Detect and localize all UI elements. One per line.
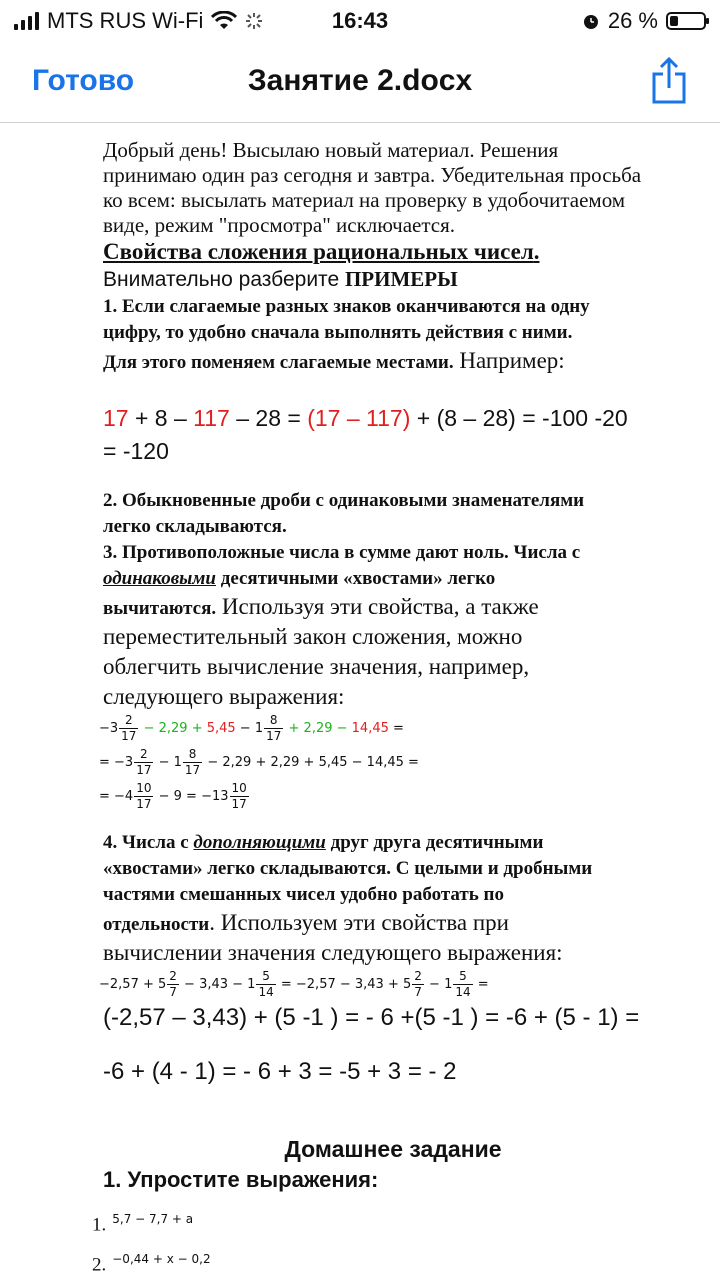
- expr-term: + (8 – 28) = -100 -20: [410, 405, 628, 431]
- rule-3: [103, 540, 683, 712]
- carrier-label: MTS RUS Wi-Fi: [47, 8, 204, 33]
- homework-item: [92, 1252, 211, 1276]
- math-term: − 2,29 + 2,29 + 5,45 − 14,45 =: [203, 755, 419, 770]
- heading-text: Свойства сложения рациональных чисел: [103, 239, 534, 264]
- rule-line: 2. Обыкновенные дроби с одинаковыми знаменателями: [103, 490, 585, 511]
- share-icon[interactable]: [650, 56, 688, 106]
- done-button[interactable]: Готово: [32, 64, 135, 97]
- rule-line: 3. Противоположные числа в сумме дают ноль. Числа с: [103, 542, 581, 563]
- math-term: − 3,43 − 1: [179, 977, 256, 992]
- item-expression: −0,44 + x − 0,2: [112, 1252, 211, 1266]
- item-expression: 5,7 − 7,7 + a: [112, 1212, 194, 1226]
- rule-text: Для этого поменяем слагаемые местами.: [103, 352, 454, 373]
- intro-line: Добрый день! Высылаю новый материал. Решения: [103, 138, 559, 162]
- example-label: Например:: [453, 348, 565, 373]
- math-term: =: [473, 977, 489, 992]
- rule-line: 1. Если слагаемые разных знаков оканчиваются на одну: [103, 296, 590, 317]
- expr-term: 117: [193, 405, 230, 431]
- math-term: − 1: [424, 977, 453, 992]
- fraction: $\frac{2}{17}$: [121, 713, 137, 743]
- rule-line: следующего выражения:: [103, 684, 345, 709]
- item-number: 1.: [92, 1214, 107, 1236]
- rule-text: 4. Числа с: [103, 832, 194, 853]
- rule-line: «хвостами» легко складываются. С целыми и дробными: [103, 858, 593, 879]
- intro-paragraph: [103, 138, 683, 238]
- math-term: 14,45: [351, 721, 389, 736]
- fraction: $\frac{5}{14}$: [455, 969, 471, 999]
- homework-subtitle: 1. Упростите выражения:: [103, 1167, 379, 1192]
- fraction: $\frac{2}{7}$: [169, 969, 177, 999]
- expr-term: – 28 =: [229, 405, 308, 431]
- item-number: 2.: [92, 1254, 107, 1276]
- examine-line: [103, 265, 683, 294]
- clock: 16:43: [331, 8, 389, 33]
- math-term: + 2,29 −: [284, 721, 352, 736]
- fraction: $\frac{2}{7}$: [414, 969, 422, 999]
- intro-line: принимаю один раз сегодня и завтра. Убедительная просьба: [103, 163, 642, 187]
- math-line-3: [99, 780, 683, 814]
- alarm-icon: [582, 12, 600, 30]
- example-1-expression: [103, 402, 683, 468]
- math-line-1: [99, 712, 683, 746]
- document-title: Занятие 2.docx: [247, 64, 473, 97]
- battery-percent: 26 %: [607, 8, 658, 33]
- rule-1: [103, 294, 683, 376]
- rule-line: цифру, то удобно сначала выполнять действия с ними.: [103, 322, 573, 343]
- fraction: $\frac{2}{17}$: [136, 747, 152, 777]
- expr-result: = -120: [103, 438, 169, 464]
- math-line-2: [99, 746, 683, 780]
- status-bar: [0, 0, 720, 42]
- homework-title: Домашнее задание: [284, 1136, 502, 1162]
- fraction: $\frac{5}{14}$: [258, 969, 274, 999]
- rule-line: [103, 908, 683, 938]
- rule-2: [103, 488, 683, 540]
- rule-line: [103, 566, 683, 592]
- rule-line: частями смешанных чисел удобно работать по: [103, 884, 504, 905]
- rule-text: десятичными «хвостами» легко: [215, 568, 496, 589]
- expr-term: + 8 –: [128, 405, 194, 431]
- fraction: $\frac{10}{17}$: [136, 781, 152, 811]
- expr-term: (17 – 117): [307, 405, 411, 431]
- rule-line: вычислении значения следующего выражения:: [103, 940, 563, 965]
- rule-text: друг друга десятичными: [325, 832, 544, 853]
- battery-icon: [666, 12, 706, 30]
- rule-text: вычитаются.: [103, 598, 217, 619]
- section-heading: [103, 239, 683, 265]
- expr-term: 17: [103, 405, 129, 431]
- intro-line: виде, режим "просмотра" исключается.: [103, 213, 456, 237]
- math-term: −2,57 + 5: [99, 977, 167, 992]
- rule-line: легко складываются.: [103, 516, 287, 537]
- math-term: =: [388, 721, 404, 736]
- math-term: − 1: [235, 721, 264, 736]
- rule-text: Используя эти свойства, а также: [216, 594, 539, 619]
- intro-line: ко всем: высылать материал на проверку в удобочитаемом: [103, 188, 626, 212]
- emphasis-word: одинаковыми: [103, 568, 216, 589]
- examine-text: Внимательно разберите: [103, 268, 345, 291]
- math-term: − 1: [154, 755, 182, 770]
- math-term: = −3: [99, 755, 134, 770]
- homework-item: [92, 1212, 193, 1236]
- rule-line: облегчить вычисление значения, например,: [103, 654, 530, 679]
- rule-line: [103, 592, 683, 622]
- math-term: = −4: [99, 789, 134, 804]
- rule-line: [103, 830, 683, 856]
- math-term: − 9 = −13: [154, 789, 229, 804]
- document-body[interactable]: [99, 138, 683, 1193]
- fraction: $\frac{8}{17}$: [184, 747, 201, 777]
- emphasis-word: дополняющими: [193, 832, 326, 853]
- fraction: $\frac{10}{17}$: [231, 781, 247, 811]
- heading-dot: .: [533, 239, 540, 264]
- navigation-bar: [0, 42, 720, 123]
- math-term: −3: [99, 721, 119, 736]
- math-term: − 2,29 +: [139, 721, 207, 736]
- math-line-4: [99, 968, 683, 1002]
- rule-text: отдельности: [103, 914, 210, 935]
- solution-line: (-2,57 – 3,43) + (5 -1 ) = - 6 +(5 -1 ) = -6 + (5 - 1) =: [103, 1004, 640, 1031]
- rule-text: . Используем эти свойства при: [209, 910, 509, 935]
- rule-line: переместительный закон сложения, можно: [103, 624, 523, 649]
- math-term: = −2,57 − 3,43 + 5: [276, 977, 412, 992]
- fraction: $\frac{8}{17}$: [266, 713, 282, 743]
- math-term: 5,45: [206, 721, 236, 736]
- examples-label: ПРИМЕРЫ: [344, 267, 458, 291]
- rule-4: [103, 830, 683, 968]
- solution-line: -6 + (4 - 1) = - 6 + 3 = -5 + 3 = - 2: [103, 1058, 457, 1085]
- rule-line: [103, 346, 683, 376]
